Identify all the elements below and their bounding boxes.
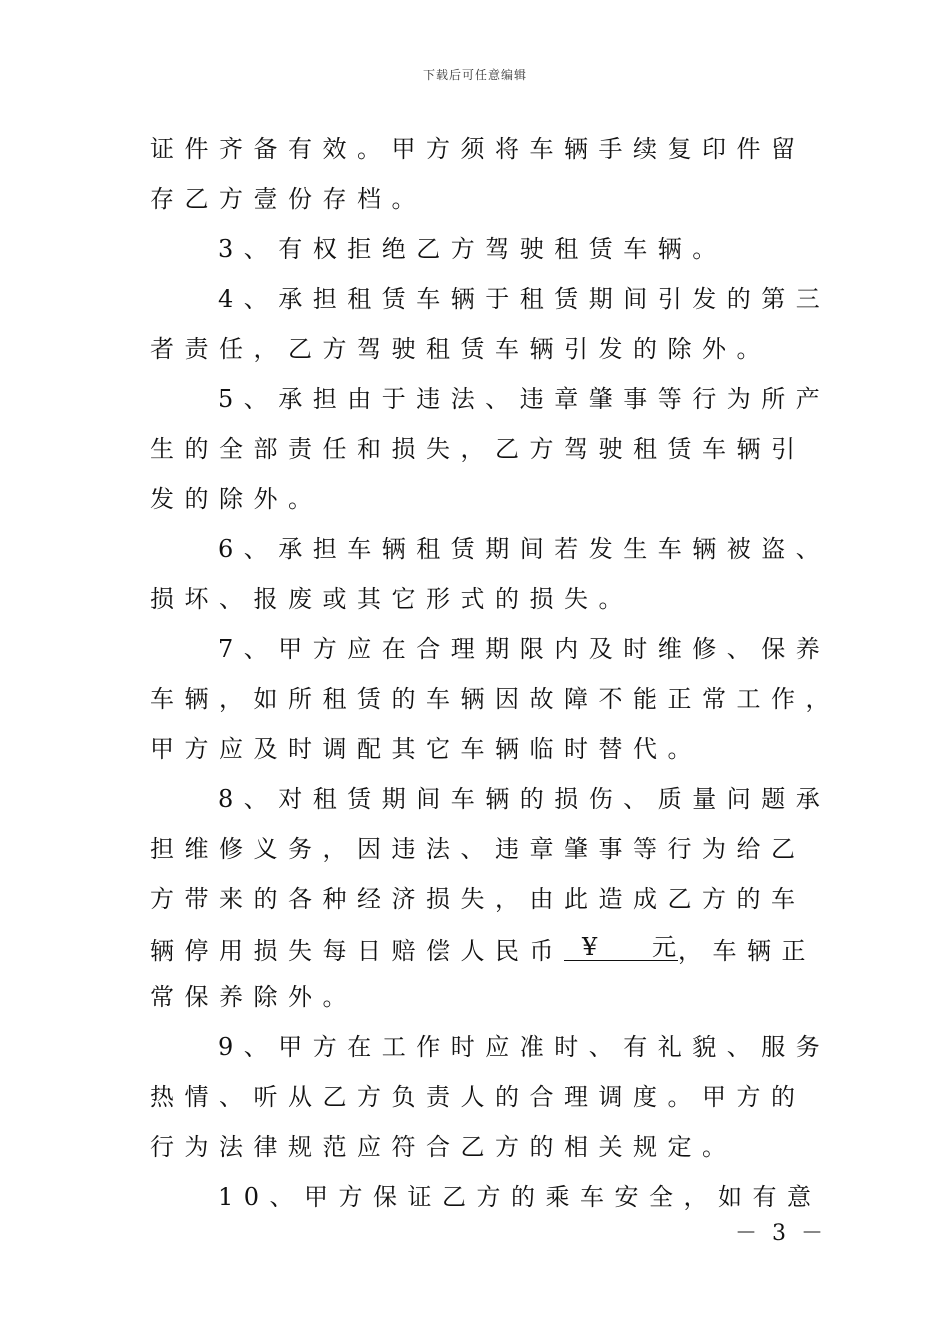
clause-7: 7、甲方应在合理期限内及时维修、保养 — [218, 635, 831, 663]
currency-symbol: ¥ — [582, 933, 598, 961]
text-line: 损坏、报废或其它形式的损失。 — [150, 585, 633, 613]
compensation-text: 辆停用损失每日赔偿人民币 — [150, 937, 564, 965]
text-line: 存乙方壹份存档。 — [150, 185, 426, 213]
compensation-text-end: ，车辆正 — [678, 937, 816, 965]
compensation-line — [150, 932, 816, 965]
clause-5: 5、承担由于违法、违章肇事等行为所产 — [218, 385, 831, 413]
text-line: 行为法律规范应符合乙方的相关规定。 — [150, 1133, 737, 1161]
currency-unit: 元 — [652, 933, 676, 961]
text-line: 热情、听从乙方负责人的合理调度。甲方的 — [150, 1083, 806, 1111]
clause-4: 4、承担租赁车辆于租赁期间引发的第三 — [218, 285, 831, 313]
text-line: 生的全部责任和损失，乙方驾驶租赁车辆引 — [150, 435, 806, 463]
clause-3: 3、有权拒绝乙方驾驶租赁车辆。 — [218, 235, 727, 263]
text-line: 者责任，乙方驾驶租赁车辆引发的除外。 — [150, 335, 771, 363]
text-line: 证件齐备有效。甲方须将车辆手续复印件留 — [150, 135, 806, 163]
clause-9: 9、甲方在工作时应准时、有礼貌、服务 — [218, 1033, 831, 1061]
text-line: 车辆，如所租赁的车辆因故障不能正常工作， — [150, 685, 840, 713]
page-header: 下载后可任意编辑 — [422, 68, 527, 82]
text-line: 方带来的各种经济损失，由此造成乙方的车 — [150, 885, 806, 913]
amount-blank — [564, 932, 678, 961]
text-line: 发的除外。 — [150, 485, 323, 513]
clause-6: 6、承担车辆租赁期间若发生车辆被盗、 — [218, 535, 831, 563]
clause-10: 10、甲方保证乙方的乘车安全，如有意 — [218, 1183, 822, 1211]
page-number: － 3 － — [735, 1221, 827, 1246]
text-line: 常保养除外。 — [150, 983, 357, 1011]
text-line: 甲方应及时调配其它车辆临时替代。 — [150, 735, 702, 763]
text-line: 担维修义务，因违法、违章肇事等行为给乙 — [150, 835, 806, 863]
clause-8: 8、对租赁期间车辆的损伤、质量问题承 — [218, 785, 831, 813]
